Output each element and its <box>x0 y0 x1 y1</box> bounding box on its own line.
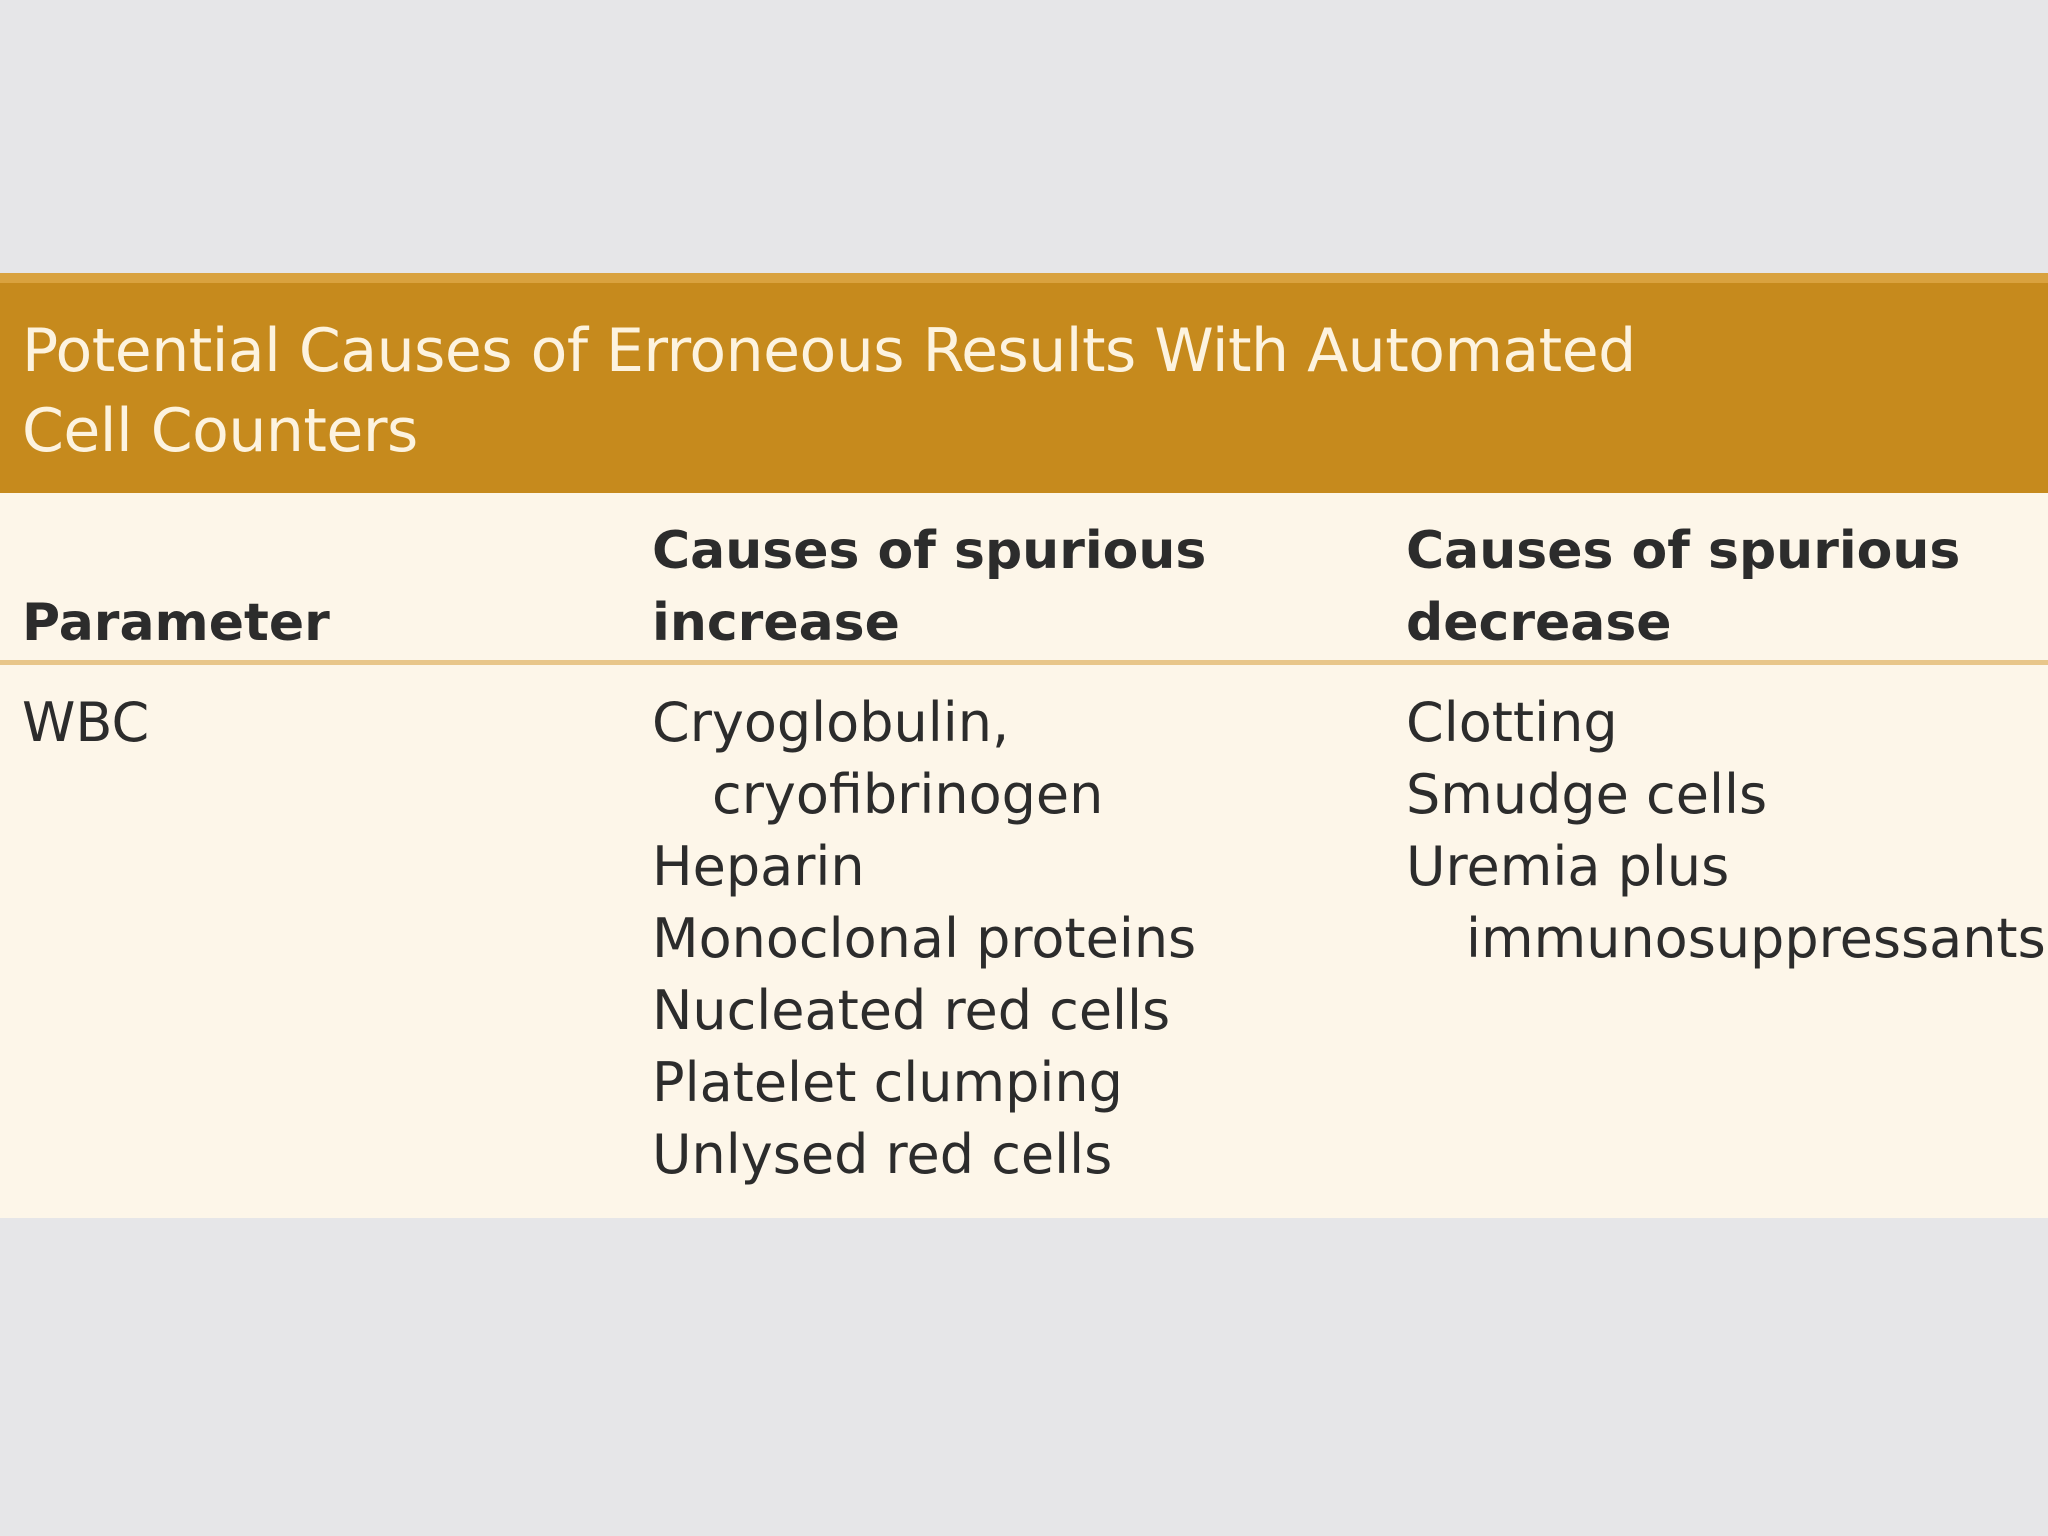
table-panel <box>0 273 2048 1218</box>
table-title-line-1: Potential Causes of Erroneous Results With Automated <box>22 316 1636 386</box>
column-header-parameter-label: Parameter <box>22 593 330 653</box>
table-title-band <box>0 273 2048 493</box>
list-item: Cryoglobulin, <box>652 691 1010 754</box>
list-item: Uremia plus <box>1406 835 1730 898</box>
column-header-increase-line-2: increase <box>652 593 900 653</box>
list-item: Smudge cells <box>1406 763 1768 826</box>
cell-increase-causes <box>652 687 1196 1191</box>
list-item: Clotting <box>1406 691 1618 754</box>
list-item: Monoclonal proteins <box>652 907 1197 970</box>
table-row <box>0 665 2048 1218</box>
column-header-decrease-line-2: decrease <box>1406 593 1672 653</box>
list-item: immunosuppressants <box>1466 907 2046 970</box>
list-item: Heparin <box>652 835 865 898</box>
list-item: cryofibrinogen <box>712 763 1104 826</box>
list-item: Nucleated red cells <box>652 979 1171 1042</box>
list-item: Unlysed red cells <box>652 1123 1113 1186</box>
list-item: Platelet clumping <box>652 1051 1123 1114</box>
cell-parameter: WBC <box>22 691 150 754</box>
table-title-line-2: Cell Counters <box>22 396 418 466</box>
table-title <box>22 311 1922 471</box>
column-header-decrease-line-1: Causes of spurious <box>1406 521 1961 581</box>
column-header-increase <box>652 515 1206 659</box>
table-header-row <box>0 493 2048 665</box>
cell-decrease-causes <box>1406 687 2046 975</box>
column-header-parameter <box>22 587 330 659</box>
column-header-decrease <box>1406 515 1960 659</box>
column-header-increase-line-1: Causes of spurious <box>652 521 1207 581</box>
